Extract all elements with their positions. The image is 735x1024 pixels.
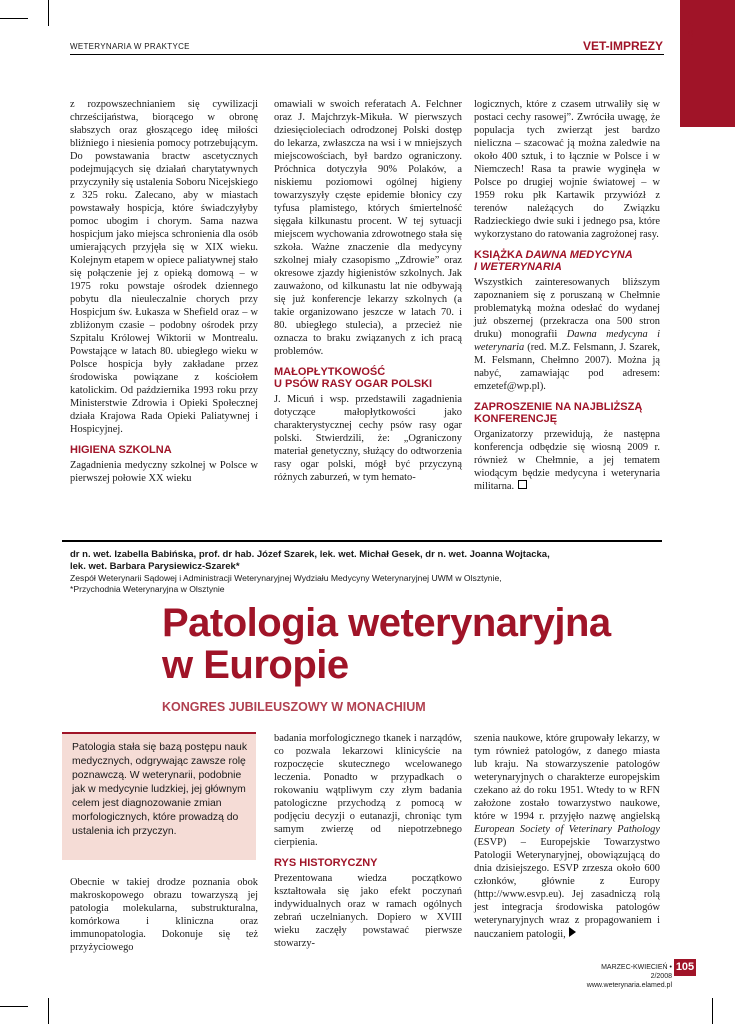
issue: MARZEC-KWIECIEŃ • 2/2008 (601, 964, 672, 980)
crop-mark (712, 998, 713, 1024)
upper-column-3 (474, 98, 660, 493)
affiliation: Zespół Weterynarii Sądowej i Administracji Weterynaryjnej Wydziału Medycyny Weterynaryjnej UWM w Olsztynie, *Przychodnia Weterynaryjna w Olsztynie (70, 573, 502, 594)
heading-line: U PSÓW RASY OGAR POLSKI (274, 378, 433, 390)
side-color-tab (680, 0, 735, 127)
crop-mark (48, 998, 49, 1024)
body-paragraph: J. Micuń i wsp. przedstawili zagadnienia dotyczące małopłytkowości jako charakterystycznej cechy psów rasy ogar polski. Stwierdzili, że: „Ograniczony materiał genetyczny, służący do odtworzenia rasy ogar polski, mógł być przyczyną różnych zaburzeń, w tym hemato- (274, 394, 462, 483)
body-paragraph: badania morfologicznego tkanek i narządów, co pozwala lekarzowi klinicyście na rozpoczęcie skutecznego wcelowanego leczenia. Ponadto w przypadkach o rokowaniu wątpliwym czy złym badania patologiczne przychodzą z pomocą w podjęciu decyzji o eutanazji, chroniąc tym samym zwierzę od niepotrzebnego cierpienia. (274, 733, 462, 848)
body-paragraph: Prezentowana wiedza początkowo kształtowała się jako efekt poczynań indywidualnych oraz w ramach ogólnych zebrań uczelnianych. Dopiero w XVIII wieku zaczęły powstawać pierwsze stowarzy- (274, 873, 462, 949)
section-label: WETERYNARIA W PRAKTYCE (70, 42, 190, 51)
heading-title: I WETERYNARIA (474, 261, 562, 273)
body-paragraph: Obecnie w takiej drodze poznania obok makroskopowego obrazu towarzyszą jej patologia molekularna, substrukturalna, komórkowa i kliniczna oraz immunopatologia. Dokonuje się też przyżyciowego (70, 877, 258, 953)
upper-column-1 (70, 98, 258, 485)
column-name: VET-IMPREZY (582, 39, 663, 53)
crop-mark (48, 0, 49, 26)
body-paragraph: szenia naukowe, które grupowały lekarzy, w tym również patologów, z danego miasta lub kraju. Na stowarzyszenie patologów weterynaryjnych o charakterze europejskim czekano aż do roku 1951. Wtedy to w RFN założone zostało towarzystwo naukowe, które w 1994 r. przyjęło nazwę angielską European Society of Veterinary Pathology (ESVP) – Europejskie Towarzystwo Patologii Weterynaryjnej, obowiązującą do dnia dzisiejszego. ESVP zrzesza około 600 członków, głównie z Europy (http://www.esvp.eu). Jej zasadniczą rolą jest integracja środowiska patologów weterynaryjnych wraz z propagowaniem i nauczaniem patologii, (474, 733, 660, 940)
article-divider (62, 540, 662, 542)
heading-line: MAŁOPŁYTKOWOŚĆ (274, 366, 386, 378)
section-heading (474, 249, 660, 273)
lower-column-2 (274, 732, 462, 950)
authors: dr n. wet. Izabella Babińska, prof. dr hab. Józef Szarek, lek. wet. Michał Gesek, dr n. wet. Joanna Wojtacka, lek. wet. Barbara Parysiewicz-Szarek* (70, 549, 550, 572)
website-url: www.weterynaria.elamed.pl (586, 982, 672, 989)
section-heading: RYS HISTORYCZNY (274, 857, 378, 869)
heading-line: ZAPROSZENIE NA NAJBLIŻSZĄ (474, 401, 643, 413)
heading-line: KONFERENCJĘ (474, 413, 558, 425)
section-heading: HIGIENA SZKOLNA (70, 444, 172, 456)
section-heading (474, 401, 660, 425)
end-mark-icon (518, 480, 527, 489)
page-number: 105 (674, 959, 696, 976)
body-paragraph: z rozpowszechnianiem się cywilizacji chrześcijaństwa, biorącego w obronę słabszych oraz głoszącego ideę miłości bliźniego i niesienia pomocy potrzebującym. Do powstawania bractw ascetycznych podejmujących się działań charytatywnych przyczyniły się ustalenia Soboru Nicejskiego z 325 roku. Zalecano, aby w miastach powstawały hospicja, które świadczyłyby pomoc ubogim i chorym. Sama nazwa hospicjum jako miejsca schronienia dla osób umierających przyjęła się w XIX wieku. Kolejnym etapem w opiece paliatywnej stało się połączenie jej z opieką domową – w 1975 roku powstaje ośrodek dziennego pobytu dla nieuleczalnie chorych przy Hospicjum św. Łukasza w Shefield oraz – w zbliżonym czasie – podobny ośrodek przy Szpitalu Królowej Wiktorii w Montrealu. Powstające w latach 80. ubiegłego wieku w Polsce hospicja były zakładane przez środowiska powiązane z kościołem katolickim. Od października 1993 roku przy Ministerstwie Zdrowia i Opieki Społecznej działa Krajowa Rada Opieki Paliatywnej i Hospicyjnej. (70, 99, 258, 435)
article-subtitle: KONGRES JUBILEUSZOWY W MONACHIUM (162, 700, 426, 714)
article-title: Patologia weterynaryjna w Europie (162, 601, 611, 687)
continue-arrow-icon (569, 927, 576, 937)
lower-column-1 (70, 876, 258, 954)
upper-column-2 (274, 98, 462, 484)
header-divider (70, 54, 664, 55)
body-paragraph: omawiali w swoich referatach A. Felchner oraz J. Majchrzyk-Mikuła. W pierwszych dziesięcioleciach odrodzonej Polski dostęp do lekarza, zwłaszcza na wsi i w mniejszych miejscowościach, był bardzo ograniczony. Próchnica dotyczyła 90% Polaków, a niskiemu poziomowi ogólnej higieny towarzyszyły częste epidemie błonicy czy tyfusa plamistego, których śmiertelność sięgała kilkunastu procent. W tej sytuacji miejscem wychowania zdrowotnego stała się szkoła. Ważne znaczenie dla medycyny szkolnej miały czasopismo „Zdrowie” oraz okresowe zjazdy higienistów szkolnych. Jak zauważono, od kilkunastu lat nie odbywają się już konferencje lekarzy szkolnych (a takie organizowano jeszcze w latach 70. i 80. ubiegłego stulecia), a przecież nie oznacza to braku związanych z ich pracą problemów. (274, 99, 462, 357)
lower-column-3 (474, 732, 660, 941)
body-paragraph: Organizatorzy przewidują, że następna konferencja odbędzie się wiosną 2009 r. również w Chełmnie, a jej tematem wiodącym będzie medycyna i weterynaria militarna. (474, 429, 660, 492)
section-heading (274, 366, 462, 390)
lead-text: Patologia stała się bazą postępu nauk medycznych, odgrywając zawsze rolę poznawczą. W weterynarii, podobnie jak w medycynie ludzkiej, jej głównym celem jest diagnozowanie zmian morfologicznych, które prowadzą do ustalenia ich przyczyn. (72, 742, 248, 837)
heading-title: DAWNA MEDYCYNA (525, 249, 633, 261)
side-label: REALCJA (688, 21, 695, 55)
body-paragraph: Zagadnienia medyczny szkolnej w Polsce w pierwszej połowie XX wieku (70, 460, 258, 484)
body-paragraph: logicznych, które z czasem utrwaliły się w postaci cechy rasowej”. Zwróciła uwagę, że populacja tych zwierząt jest bardzo nieliczna – szacować ją można zaledwie na około 400 sztuk, i to łącznie w Polsce i w Niemczech! Rasa ta prawie wyginęła w Polsce po drugiej wojnie światowej – w 1959 roku płk Kartawik przywiózł z terenów należących do Związku Radzieckiego dwie suki i jednego psa, które wykorzystano do ratowania zagrożonej rasy. (474, 99, 660, 240)
heading-word: KSIĄŻKA (474, 249, 523, 261)
body-paragraph: Wszystkich zainteresowanych bliższym zapoznaniem się z poruszaną w Chełmnie problematyką można odesłać do wydanej już obszernej (przekracza ona 500 stron druku) monografii Dawna medycyna i weterynaria (red. M.Z. Felsmann, J. Szarek, M. Felsmann, Chełmno 2007). Można ją nabyć, zamawiając pod adresem: emzetef@wp.pl). (474, 277, 660, 392)
crop-mark (0, 1006, 28, 1007)
crop-mark (0, 18, 28, 19)
footer-info (580, 963, 672, 990)
